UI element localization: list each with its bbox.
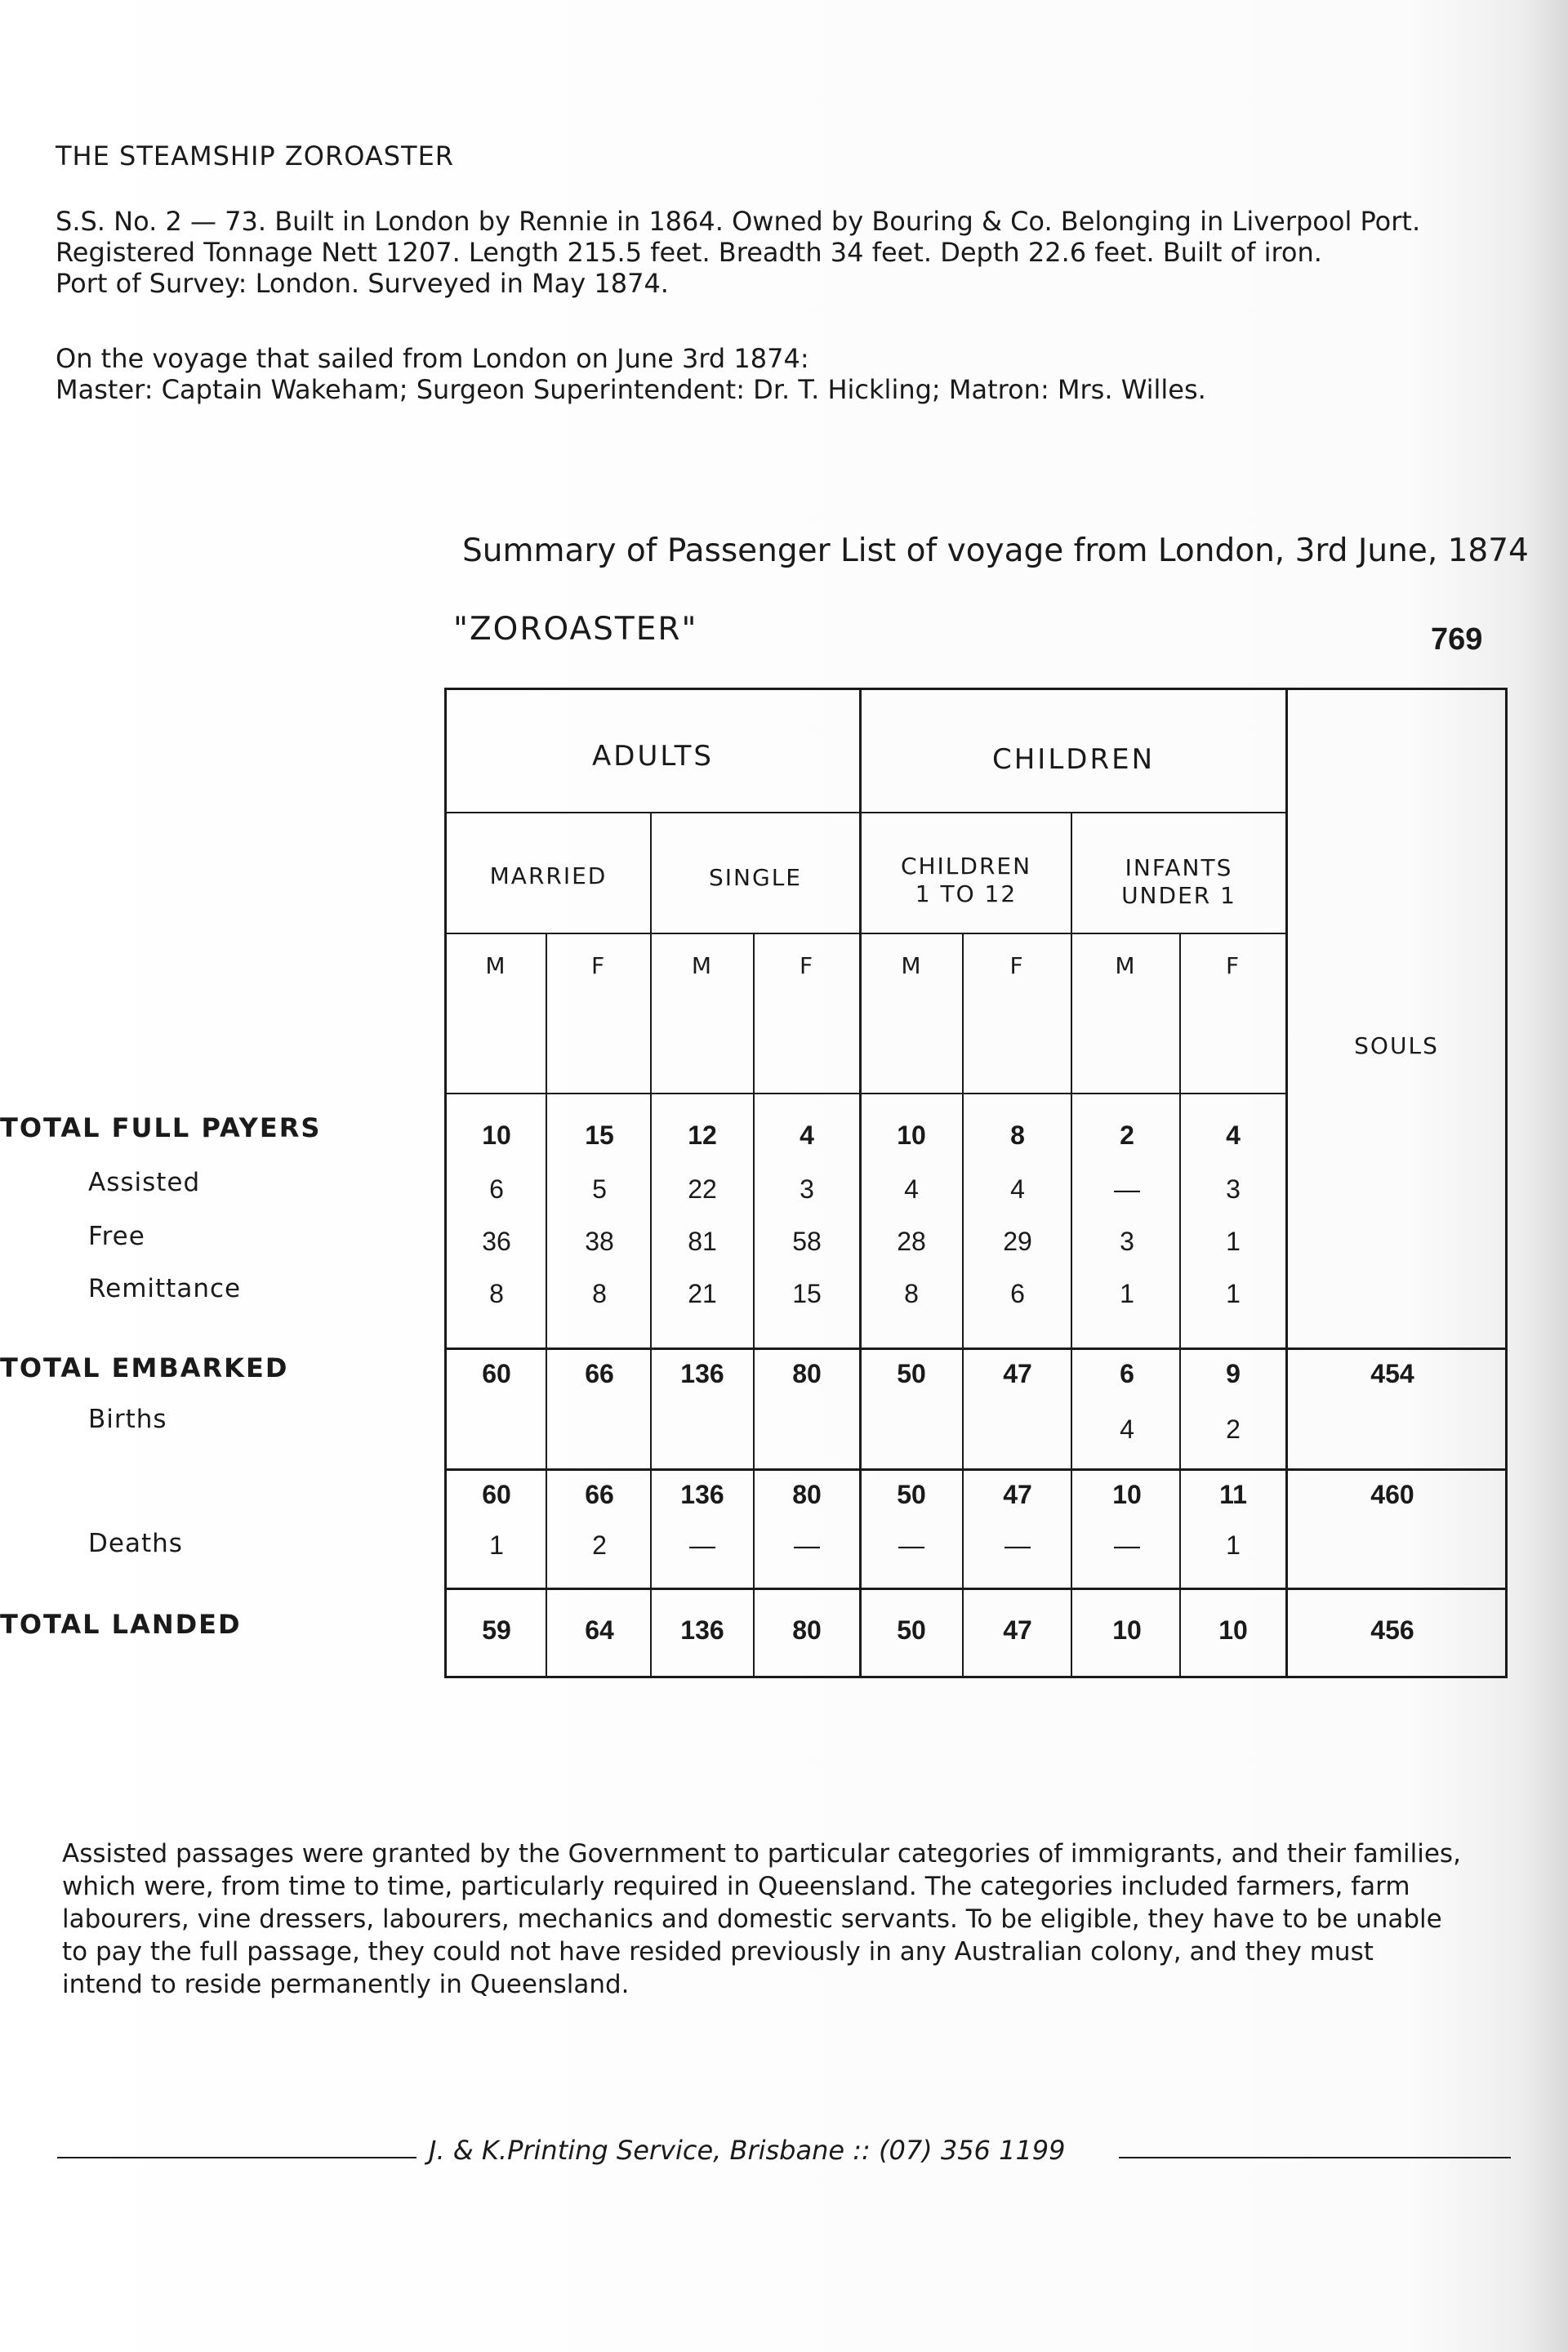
footer-printer: J. & K.Printing Service, Brisbane :: (07) 356 1199 [429, 2135, 1066, 2166]
table-cell: 15 [585, 1120, 614, 1150]
header-children-1-to-12-line-1: CHILDREN [900, 853, 1032, 880]
header-children-1-to-12-line-2: 1 TO 12 [915, 880, 1018, 907]
header-children-m: M [901, 952, 923, 979]
table-cell: 1 [1120, 1279, 1134, 1308]
table-divider-sex-1 [546, 933, 547, 1678]
table-rule-group-header [444, 812, 1287, 813]
table-cell: 21 [688, 1279, 717, 1308]
row-label: Remittance [88, 1274, 242, 1303]
table-cell: 47 [1003, 1615, 1032, 1645]
table-cell: — [689, 1530, 715, 1560]
header-children-f: F [1009, 952, 1025, 979]
ship-details-line-1: S.S. No. 2 — 73. Built in London by Rennie in 1864. Owned by Bouring & Co. Belonging in Liverpool Port. [56, 206, 1421, 237]
table-cell: 50 [897, 1480, 926, 1509]
souls-cell: 456 [1370, 1615, 1414, 1645]
table-cell: 11 [1219, 1480, 1247, 1509]
table-divider-married-single [650, 812, 652, 1678]
table-cell: 4 [1226, 1120, 1241, 1150]
table-cell: 80 [792, 1615, 822, 1645]
row-label: TOTAL EMBARKED [0, 1352, 289, 1383]
table-cell: 136 [680, 1615, 724, 1645]
row-label: Deaths [88, 1529, 183, 1558]
table-rule-header-bottom [444, 1093, 1287, 1094]
table-cell: — [1114, 1174, 1140, 1204]
header-single-m: M [691, 952, 714, 979]
header-married-m: M [485, 952, 507, 979]
header-infants-m: M [1115, 952, 1137, 979]
table-cell: — [794, 1530, 820, 1560]
table-cell: 58 [792, 1227, 822, 1256]
table-cell: 81 [688, 1227, 717, 1256]
table-cell: 2 [592, 1530, 607, 1560]
table-cell: 1 [489, 1530, 504, 1560]
table-cell: 8 [489, 1279, 504, 1308]
table-cell: 10 [1112, 1615, 1142, 1645]
table-cell: 10 [1112, 1480, 1142, 1509]
row-label: TOTAL LANDED [0, 1609, 242, 1640]
table-cell: 136 [680, 1480, 724, 1509]
table-cell: 1 [1226, 1530, 1241, 1560]
table-rule-before-subtotal [444, 1468, 1508, 1471]
footnote-line-1: Assisted passages were granted by the Government to particular categories of immigrants, and their families, [62, 1839, 1461, 1869]
table-cell: 4 [800, 1120, 814, 1150]
table-cell: 60 [482, 1359, 511, 1388]
table-divider-sex-4 [1179, 933, 1181, 1678]
table-cell: 1 [1226, 1227, 1241, 1256]
table-cell: 60 [482, 1480, 511, 1509]
summary-title: Summary of Passenger List of voyage from London, 3rd June, 1874 [462, 532, 1529, 569]
table-cell: 66 [585, 1480, 614, 1509]
table-cell: 80 [792, 1359, 822, 1388]
header-infants-f: F [1225, 952, 1241, 979]
table-cell: 6 [1120, 1359, 1134, 1388]
table-divider-children-infants [1071, 812, 1072, 1678]
table-cell: 50 [897, 1359, 926, 1388]
table-divider-souls [1285, 688, 1288, 1678]
table-cell: 38 [585, 1227, 614, 1256]
table-cell: 9 [1226, 1359, 1241, 1388]
page-number: 769 [1431, 622, 1483, 657]
table-cell: 3 [1226, 1174, 1241, 1204]
ship-details-line-2: Registered Tonnage Nett 1207. Length 215.5 feet. Breadth 34 feet. Depth 22.6 feet. Built of iron. [56, 237, 1322, 268]
table-cell: 136 [680, 1359, 724, 1388]
header-souls: SOULS [1354, 1032, 1439, 1059]
table-rule-before-embarked [444, 1348, 1508, 1350]
souls-cell: 460 [1370, 1480, 1414, 1509]
table-cell: 47 [1003, 1480, 1032, 1509]
footnote-line-2: which were, from time to time, particularly required in Queensland. The categories included farmers, farm [62, 1872, 1410, 1901]
table-cell: 50 [897, 1615, 926, 1645]
table-cell: 4 [904, 1174, 919, 1204]
row-label: Births [88, 1405, 167, 1434]
footnote-line-3: labourers, vine dressers, labourers, mechanics and domestic servants. To be eligible, they have to be unable [62, 1904, 1442, 1934]
table-cell: 10 [482, 1120, 511, 1150]
table-cell: 2 [1226, 1414, 1241, 1444]
table-cell: 8 [1010, 1120, 1025, 1150]
souls-cell: 454 [1370, 1359, 1414, 1388]
footer-rule-right [1119, 2157, 1511, 2158]
table-cell: 66 [585, 1359, 614, 1388]
header-single: SINGLE [709, 864, 802, 891]
page-footer [57, 2135, 1511, 2176]
table-cell: 29 [1003, 1227, 1032, 1256]
table-cell: 1 [1226, 1279, 1241, 1308]
ship-details-line-3: Port of Survey: London. Surveyed in May 1874. [56, 268, 669, 299]
table-cell: 15 [792, 1279, 822, 1308]
table-cell: — [898, 1530, 924, 1560]
table-cell: 47 [1003, 1359, 1032, 1388]
table-divider-sex-3 [962, 933, 964, 1678]
table-cell: 5 [592, 1174, 607, 1204]
table-cell: 10 [1218, 1615, 1248, 1645]
row-label: Assisted [88, 1168, 201, 1197]
table-border-left [444, 688, 447, 1678]
voyage-details-line-1: On the voyage that sailed from London on June 3rd 1874: [56, 343, 809, 374]
table-cell: 8 [904, 1279, 919, 1308]
footer-rule-left [57, 2157, 416, 2158]
header-adults: ADULTS [592, 740, 714, 773]
table-cell: 6 [1010, 1279, 1025, 1308]
table-cell: 6 [489, 1174, 504, 1204]
header-infants-under-1-line-1: INFANTS [1125, 854, 1233, 881]
header-single-f: F [799, 952, 815, 979]
table-rule-sub-header [444, 933, 1287, 934]
table-cell: — [1004, 1530, 1031, 1560]
table-cell: 12 [688, 1120, 717, 1150]
table-cell: 64 [585, 1615, 614, 1645]
row-label: TOTAL FULL PAYERS [0, 1112, 322, 1143]
table-cell: 28 [897, 1227, 926, 1256]
footnote-line-5: intend to reside permanently in Queensland. [62, 1970, 630, 1999]
document-heading: THE STEAMSHIP ZOROASTER [56, 140, 455, 172]
table-cell: — [1114, 1530, 1140, 1560]
ship-name: "ZOROASTER" [453, 611, 698, 648]
row-label: Free [88, 1222, 145, 1251]
table-divider-sex-2 [753, 933, 755, 1678]
table-cell: 2 [1120, 1120, 1134, 1150]
table-cell: 8 [592, 1279, 607, 1308]
header-infants-under-1-line-2: UNDER 1 [1121, 882, 1236, 909]
footnote-line-4: to pay the full passage, they could not have resided previously in any Australian colony, and they must [62, 1937, 1374, 1967]
table-border-right [1505, 688, 1508, 1678]
header-married: MARRIED [489, 862, 608, 889]
table-cell: 3 [800, 1174, 814, 1204]
table-cell: 3 [1120, 1227, 1134, 1256]
table-rule-before-landed [444, 1588, 1508, 1590]
table-cell: 4 [1010, 1174, 1025, 1204]
voyage-details-line-2: Master: Captain Wakeham; Surgeon Superintendent: Dr. T. Hickling; Matron: Mrs. Willes. [56, 374, 1206, 405]
table-cell: 36 [482, 1227, 511, 1256]
table-cell: 59 [482, 1615, 511, 1645]
table-cell: 22 [688, 1174, 717, 1204]
table-cell: 10 [897, 1120, 926, 1150]
table-cell: 80 [792, 1480, 822, 1509]
table-border-bottom [444, 1676, 1508, 1678]
table-cell: 4 [1120, 1414, 1134, 1444]
table-divider-adults-children [859, 688, 862, 1678]
header-children: CHILDREN [992, 743, 1155, 776]
header-married-f: F [590, 952, 607, 979]
table-border-top [444, 688, 1508, 690]
